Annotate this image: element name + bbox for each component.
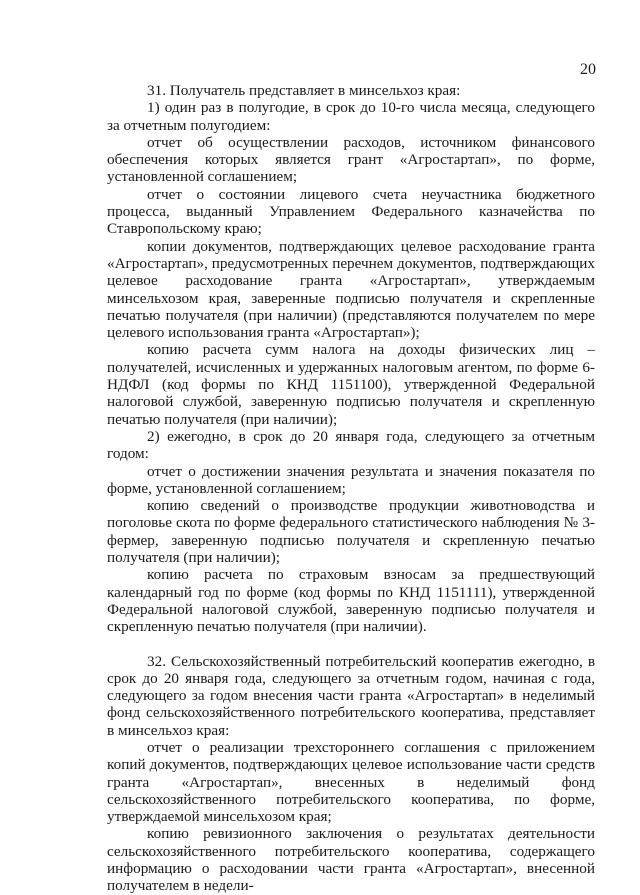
paragraph-result-report: отчет о достижении значения результата и значения показателя по форме, установленной соглашением; [107, 462, 595, 497]
paragraph-account-report: отчет о состоянии лицевого счета неучастника бюджетного процесса, выданный Управлением Федерального казначейства по Ставропольскому краю; [107, 185, 595, 238]
paragraph-31-heading: 31. Получатель представляет в минсельхоз края: [147, 82, 461, 99]
paragraph-32-heading: 32. Сельскохозяйственный потребительский кооператив ежегодно, в срок до 20 января года, следующего за отчетным годом, начиная с года, следующего за годом внесения части гранта «Агростартап» в неделимый фонд сельскохозяйственного потребительского кооператива, представляет в минсельхоз края: [107, 652, 595, 739]
paragraph-expense-report: отчет об осуществлении расходов, источником финансового обеспечения которых является грант «Агростартап», по форме, установленной соглашением; [107, 133, 595, 186]
paragraph-31-item-1: 1) один раз в полугодие, в срок до 10-го числа месяца, следующего за отчетным полугодием: [107, 99, 595, 134]
document-body [107, 82, 595, 895]
page-number: 20 [580, 61, 596, 78]
paragraph-insurance-calculation: копию расчета по страховым взносам за предшествующий календарный год по форме (код формы по КНД 1151111), утвержденной Федеральной налоговой службой, заверенную подписью получателя и скрепленную печатью получателя (при наличии). [107, 566, 595, 636]
paragraph-document-copies: копии документов, подтверждающих целевое расходование гранта «Агростартап», предусмотренных перечнем документов, подтверждающих целевое расходование гранта «Агростартап», утверждаемым минсельхозом края, заверенные подписью получателя и скрепленные печатью получателя (при наличии) (представляются получателем по мере целевого использования гранта «Агростартап»); [107, 237, 595, 342]
paragraph-audit-conclusion: копию ревизионного заключения о результатах деятельности сельскохозяйственного потребительского кооператива, содержащего информацию о расходовании части гранта «Агростартап», внесенной получателем в недели- [107, 825, 595, 895]
paragraph-31-item-2: 2) ежегодно, в срок до 20 января года, следующего за отчетным годом: [107, 427, 595, 463]
paragraph-tripartite-report: отчет о реализации трехстороннего соглашения с приложением копий документов, подтверждающих целевое использование части средств гранта «Агростартап», внесенных в неделимый фонд сельскохозяйственного потребительского кооператива, по форме, утверждаемой минсельхозом края; [107, 738, 595, 826]
paragraph-livestock-info: копию сведений о производстве продукции животноводства и поголовье скота по форме федерального статистического наблюдения № 3-фермер, заверенную подписью получателя и скрепленную печатью получателя (при наличии); [107, 497, 595, 567]
paragraph-tax-calculation: копию расчета сумм налога на доходы физических лиц – получателей, исчисленных и удержанных налоговым агентом, по форме 6-НДФЛ (код формы по КНД 1151100), утвержденной Федеральной налоговой службой, заверенную подписью получателя и скрепленную печатью получателя (при наличии); [107, 341, 595, 428]
